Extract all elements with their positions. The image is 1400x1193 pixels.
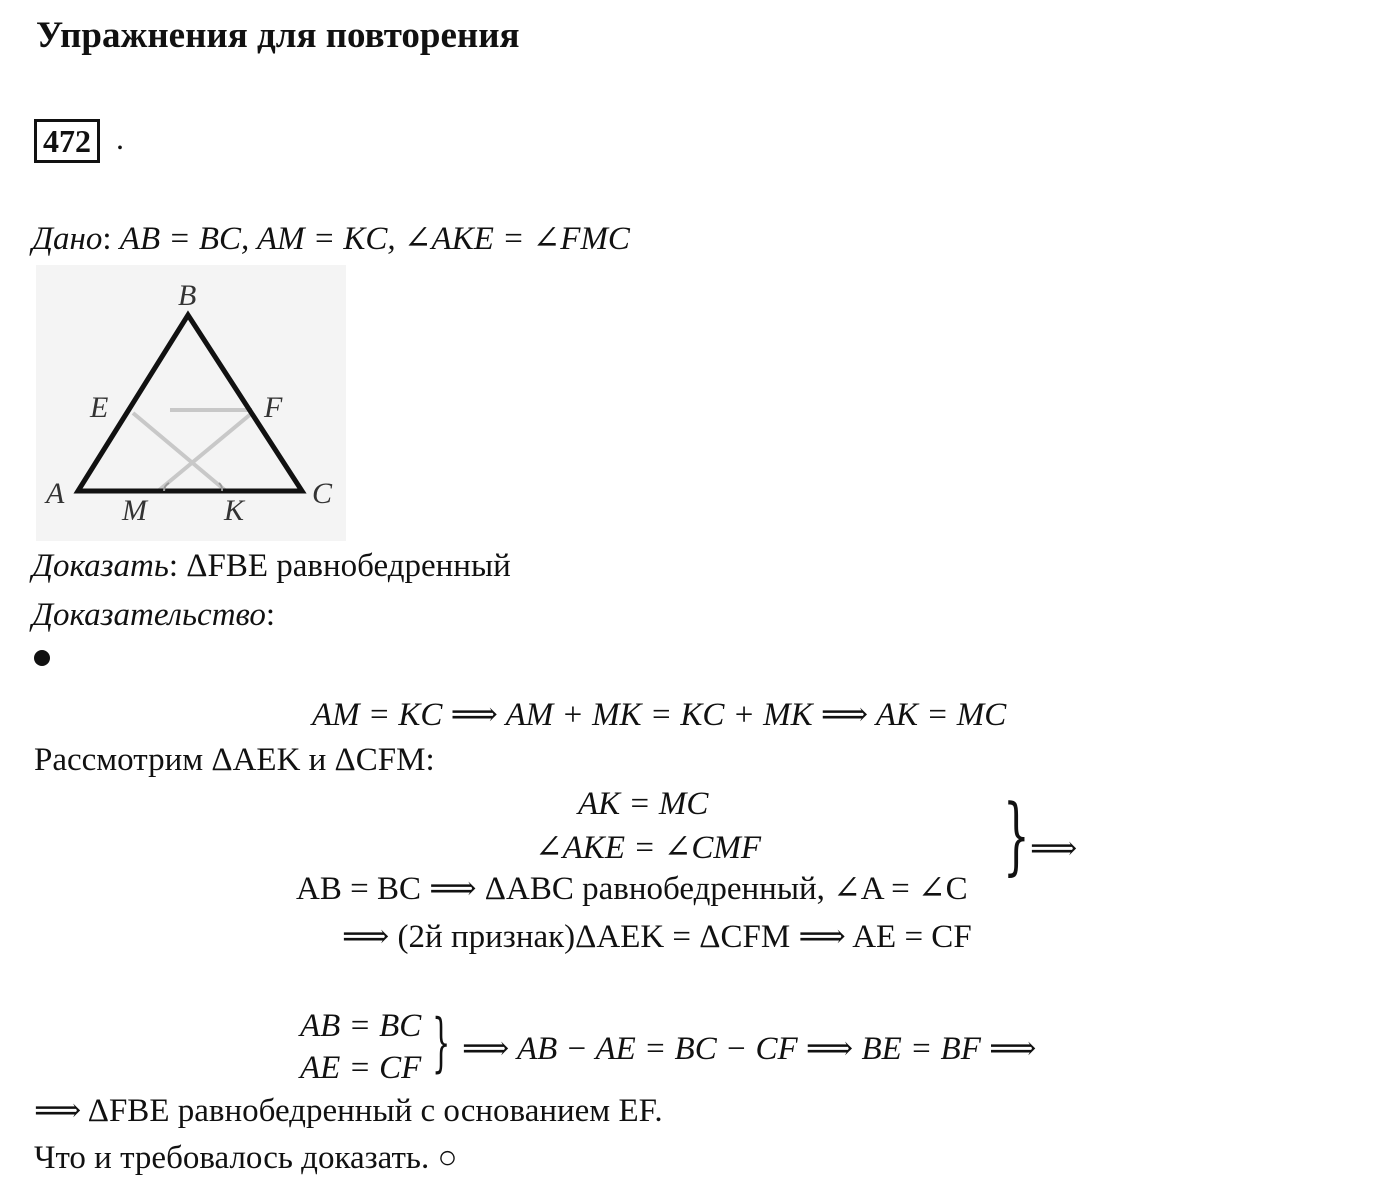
prove-colon: : bbox=[168, 548, 179, 584]
proof-step-1: AM = KC ⟹ AM + MK = KC + MK ⟹ AK = MC bbox=[312, 697, 1007, 733]
proof-consider: Рассмотрим ΔAEK и ΔCFM: bbox=[34, 742, 435, 778]
proof-heading bbox=[32, 597, 275, 634]
given-colon: : bbox=[102, 221, 112, 257]
system1-right-brace: } bbox=[1003, 786, 1030, 884]
vertex-label-B: B bbox=[178, 279, 197, 312]
proof-label: Доказательство bbox=[32, 597, 266, 633]
system2-row1: AB = BC bbox=[300, 1008, 422, 1044]
triangle-figure bbox=[36, 265, 346, 541]
proof-step-2: ⟹ (2й признак)ΔAEK = ΔCFM ⟹ AE = CF bbox=[342, 919, 972, 955]
given-line bbox=[32, 218, 630, 258]
system1-row1: AK = MC bbox=[578, 786, 709, 822]
qed-line: Что и требовалось доказать. ○ bbox=[34, 1140, 458, 1176]
proof-conclusion: ⟹ ΔFBE равнобедренный с основанием EF. bbox=[34, 1093, 663, 1129]
section-heading: Упражнения для повторения bbox=[36, 15, 520, 56]
vertex-label-C: C bbox=[312, 477, 333, 510]
triangle-diagram bbox=[36, 265, 346, 541]
segment-FM bbox=[158, 413, 252, 491]
point-label-F: F bbox=[264, 391, 283, 424]
prove-line bbox=[32, 548, 511, 585]
exercise-number-dot: . bbox=[116, 120, 124, 156]
system2-row2: AE = CF bbox=[300, 1050, 422, 1086]
system1-row3: AB = BC ⟹ ΔABC равнобедренный, ∠A = ∠C bbox=[296, 871, 968, 907]
prove-text: ΔFBE равнобедренный bbox=[186, 548, 511, 584]
prove-label: Доказать bbox=[32, 548, 169, 584]
exercise-number: 472 bbox=[34, 119, 100, 163]
given-label: Дано bbox=[32, 221, 103, 257]
segment-EK bbox=[133, 413, 226, 491]
proof-colon: : bbox=[265, 597, 276, 633]
system2-right-brace: } bbox=[432, 1006, 451, 1080]
point-label-E: E bbox=[90, 391, 109, 424]
given-text: AB = BC, AM = KC, ∠AKE = ∠FMC bbox=[119, 221, 630, 257]
system1-row2: ∠AKE = ∠CMF bbox=[535, 830, 762, 866]
point-label-M: M bbox=[122, 494, 147, 527]
bullet-point bbox=[34, 650, 50, 666]
vertex-label-A: A bbox=[46, 477, 65, 510]
point-label-K: K bbox=[224, 494, 245, 527]
system2-result: ⟹ AB − AE = BC − CF ⟹ BE = BF ⟹ bbox=[462, 1031, 1037, 1067]
system1-implies: ⟹ bbox=[1030, 831, 1078, 867]
